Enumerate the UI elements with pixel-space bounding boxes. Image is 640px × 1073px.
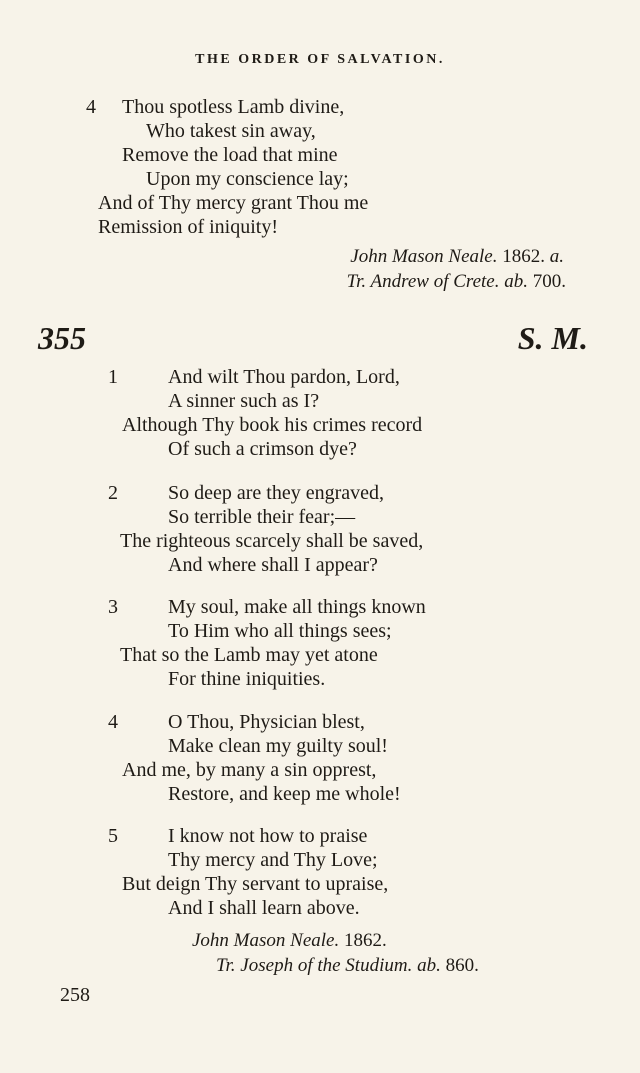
prev-line: Thou spotless Lamb divine, xyxy=(122,96,345,118)
stanza-line: That so the Lamb may yet atone xyxy=(120,644,378,666)
stanza-line: Of such a crimson dye? xyxy=(168,438,357,460)
stanza-number: 1 xyxy=(108,366,118,388)
stanza-number: 3 xyxy=(108,596,118,618)
stanza-line: Thy mercy and Thy Love; xyxy=(168,849,378,871)
stanza-line: Make clean my guilty soul! xyxy=(168,735,388,757)
stanza-number: 5 xyxy=(108,825,118,847)
stanza-line: So deep are they engraved, xyxy=(168,482,385,504)
stanza-line: A sinner such as I? xyxy=(168,390,320,412)
stanza-line: And me, by many a sin opprest, xyxy=(122,759,377,781)
prev-line: Remission of iniquity! xyxy=(98,216,278,238)
stanza-line: Although Thy book his crimes record xyxy=(122,414,423,436)
stanza-number: 4 xyxy=(108,711,118,733)
stanza-line: So terrible their fear;— xyxy=(168,506,356,528)
stanza-line: And wilt Thou pardon, Lord, xyxy=(168,366,400,388)
stanza-number: 2 xyxy=(108,482,118,504)
stanza-line: For thine iniquities. xyxy=(168,668,326,690)
stanza-line: To Him who all things sees; xyxy=(168,620,392,642)
prev-line: Upon my conscience lay; xyxy=(146,168,349,190)
prev-line: And of Thy mercy grant Thou me xyxy=(98,192,369,214)
hymn-attribution-author: John Mason Neale. 1862. xyxy=(192,930,387,951)
prev-attribution-translator: Tr. Andrew of Crete. ab. 700. xyxy=(346,271,566,292)
hymn-meter: S. M. xyxy=(517,320,588,356)
stanza-line: I know not how to praise xyxy=(168,825,368,847)
stanza-line: The righteous scarcely shall be saved, xyxy=(120,530,424,552)
stanza-line: O Thou, Physician blest, xyxy=(168,711,365,733)
stanza-line: My soul, make all things known xyxy=(168,596,426,618)
stanza-line: And where shall I appear? xyxy=(168,554,378,576)
hymn-number: 355 xyxy=(38,320,86,356)
stanza-line: But deign Thy servant to upraise, xyxy=(122,873,389,895)
prev-line: Remove the load that mine xyxy=(122,144,338,166)
prev-line: Who takest sin away, xyxy=(146,120,316,142)
running-header: THE ORDER OF SALVATION. xyxy=(195,52,445,67)
stanza-line: Restore, and keep me whole! xyxy=(168,783,401,805)
hymn-attribution-translator: Tr. Joseph of the Studium. ab. 860. xyxy=(216,955,479,976)
prev-attribution-author: John Mason Neale. 1862. a. xyxy=(350,246,564,267)
page-number: 258 xyxy=(60,984,90,1006)
prev-stanza-number: 4 xyxy=(86,96,96,118)
stanza-line: And I shall learn above. xyxy=(168,897,360,919)
